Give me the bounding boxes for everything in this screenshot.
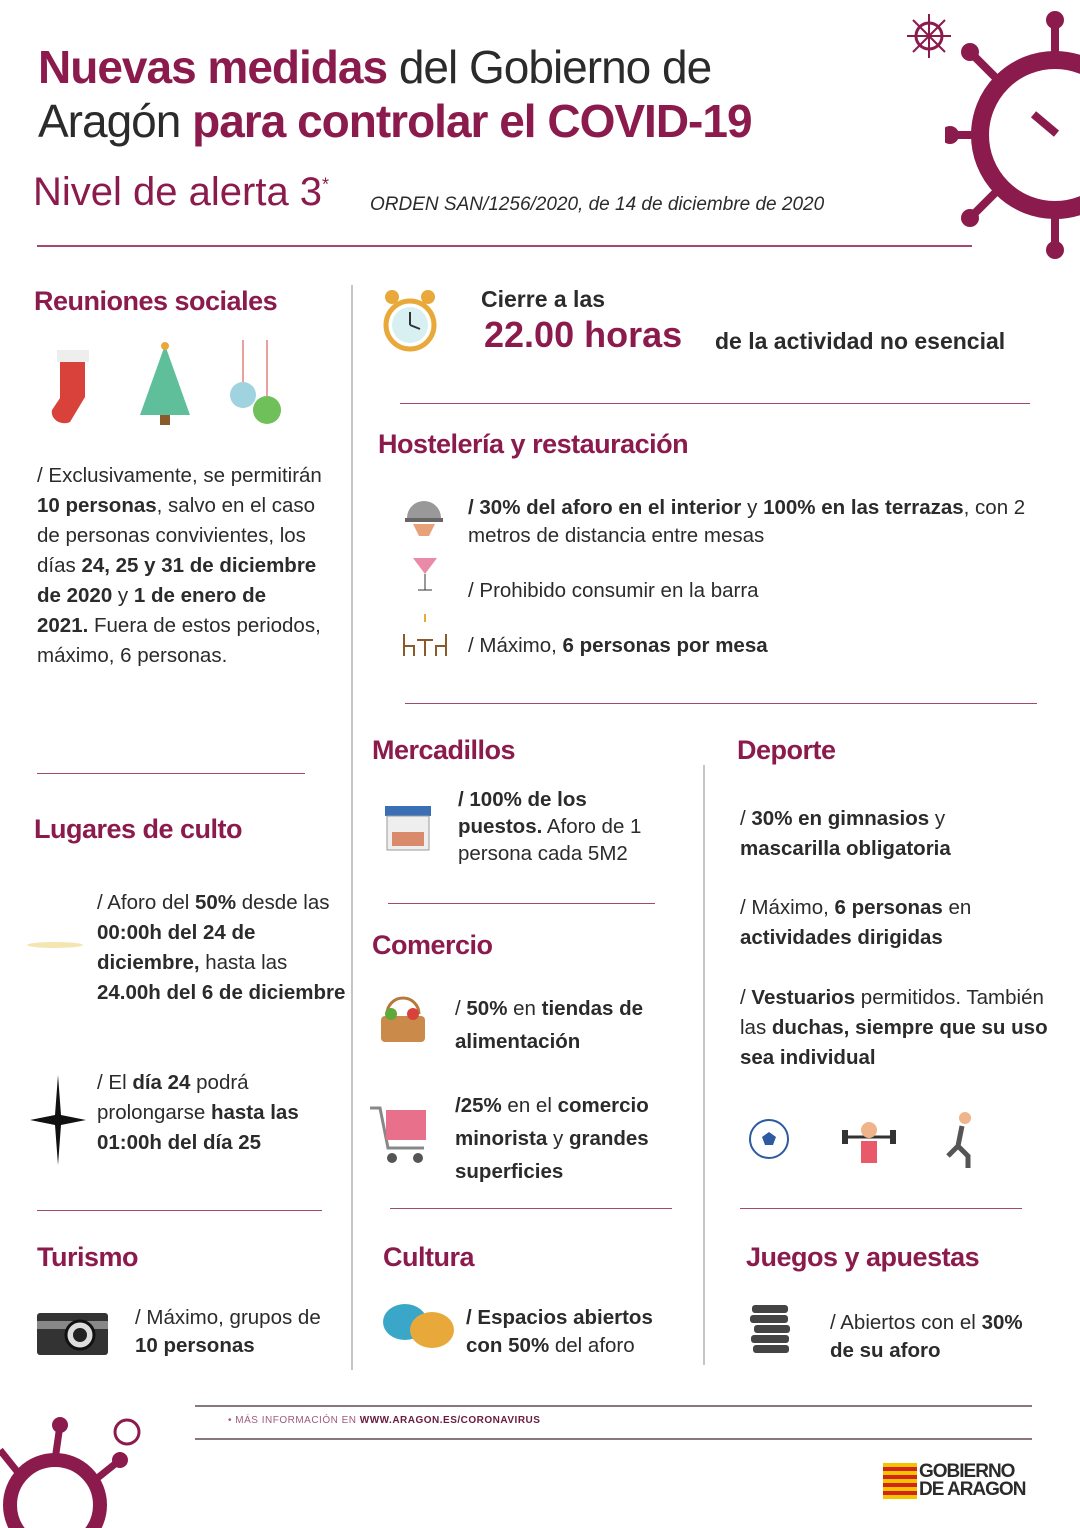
heading-reuniones: Reuniones sociales: [34, 286, 278, 316]
text-segment: 100% en las terrazas: [763, 496, 964, 519]
deporte-actividades-text: [740, 893, 1040, 953]
text-segment: comercio minorista: [455, 1094, 649, 1150]
text-segment: / Abiertos con el: [830, 1311, 982, 1334]
culto-aforo-text: [97, 888, 347, 1008]
text-segment: , con 2 metros de distancia entre mesas: [468, 496, 1026, 547]
hosteleria-mesa-text: [468, 631, 1028, 661]
more-info: [228, 1415, 540, 1426]
alert-level-text: Nivel de alerta 3: [33, 170, 323, 214]
text-segment: tiendas de alimentación: [455, 997, 644, 1053]
title-regular-2: Aragón: [38, 95, 193, 147]
heading-hosteleria: Hostelería y restauración: [378, 429, 689, 459]
text-segment: 50%: [195, 891, 237, 914]
logo-line-1: GOBIERNO: [919, 1461, 1015, 1482]
text-segment: en el: [501, 1094, 558, 1117]
closing-intro: Cierre a las: [481, 286, 606, 312]
text-segment: Fuera de estos periodos, máximo, 6 personas.: [37, 614, 321, 667]
comercio-alimentacion-text: [455, 992, 695, 1058]
title-bold-1: Nuevas medidas: [38, 41, 388, 93]
text-segment: /: [455, 997, 467, 1020]
footer-divider-top: [195, 1405, 1032, 1407]
virus-icon: [945, 10, 1080, 260]
footer-divider-bottom: [195, 1438, 1032, 1440]
soccer-ball-icon: [748, 1118, 790, 1160]
text-segment: / Espacios abiertos con 50%: [466, 1306, 653, 1357]
christmas-tree-icon: [135, 340, 195, 430]
text-segment: / Máximo, grupos de: [135, 1306, 321, 1329]
heading-culto: Lugares de culto: [34, 814, 243, 844]
poker-chips-icon: [748, 1303, 793, 1358]
text-segment: , salvo en el caso de personas convivientes, los días: [37, 494, 316, 577]
divider: [405, 703, 1037, 704]
heading-turismo: Turismo: [37, 1242, 139, 1272]
deporte-vestuarios-text: [740, 983, 1060, 1073]
text-segment: y: [929, 807, 946, 830]
text-segment: actividades dirigidas: [740, 926, 943, 949]
turismo-text: [135, 1304, 335, 1360]
text-segment: 24.00h del 6 de diciembre: [97, 981, 346, 1004]
text-segment: podrá prolongarse: [97, 1071, 249, 1124]
text-segment: del aforo: [549, 1334, 635, 1357]
camera-icon: [35, 1307, 110, 1357]
closing-time: 22.00 horas: [484, 314, 683, 355]
divider: [37, 773, 305, 774]
page-title: [38, 40, 918, 148]
text-segment: y: [112, 584, 134, 607]
text-segment: 10 personas: [37, 494, 157, 517]
text-segment: / Exclusivamente, se permitirán: [37, 464, 322, 487]
more-info-link[interactable]: WWW.ARAGON.ES/CORONAVIRUS: [359, 1415, 541, 1426]
alert-asterisk: *: [322, 174, 330, 195]
text-segment: /: [740, 986, 752, 1009]
text-segment: duchas, siempre que su uso sea individual: [740, 1016, 1048, 1069]
cultura-text: [466, 1304, 686, 1360]
title-bold-2: para controlar el COVID-19: [192, 95, 752, 147]
text-segment: 50%: [466, 997, 508, 1020]
shopping-cart-icon: [368, 1100, 433, 1168]
divider: [388, 903, 655, 904]
cocktail-icon: [410, 550, 440, 595]
theater-masks-icon: [380, 1300, 458, 1355]
text-segment: 10 personas: [135, 1334, 255, 1357]
alert-level: [33, 170, 329, 215]
heading-comercio: Comercio: [372, 930, 493, 960]
text-segment: en: [507, 997, 542, 1020]
text-segment: permitidos. También las: [740, 986, 1044, 1039]
divider: [400, 403, 1030, 404]
reuniones-text: [37, 461, 322, 671]
text-segment: y: [547, 1127, 569, 1150]
text-segment: en: [942, 896, 972, 919]
food-cloche-icon: [403, 490, 445, 538]
heading-mercadillos: Mercadillos: [372, 735, 516, 765]
text-segment: desde las: [236, 891, 330, 914]
text-segment: Aforo de 1 persona cada 5M2: [458, 815, 642, 865]
heading-deporte: Deporte: [737, 735, 836, 765]
text-segment: / Prohibido consumir en la barra: [468, 579, 759, 602]
hosteleria-barra-text: [468, 576, 1028, 606]
alarm-clock-icon: [380, 285, 440, 357]
text-segment: / 100% de los puestos.: [458, 788, 587, 838]
text-segment: 24, 25 y 31 de diciembre de 2020: [37, 554, 317, 607]
text-segment: / El: [97, 1071, 133, 1094]
culto-dia24-text: [97, 1068, 337, 1158]
text-segment: / Aforo del: [97, 891, 196, 914]
text-segment: mascarilla obligatoria: [740, 837, 951, 860]
juegos-text: [830, 1309, 1030, 1365]
christmas-stocking-icon: [45, 342, 100, 427]
text-segment: y: [741, 496, 764, 519]
column-divider: [351, 285, 353, 1370]
text-segment: / Máximo,: [740, 896, 835, 919]
grocery-basket-icon: [377, 992, 429, 1047]
heading-cultura: Cultura: [383, 1242, 474, 1272]
table-chairs-icon: [400, 612, 450, 660]
comercio-minorista-text: [455, 1089, 695, 1188]
hosteleria-aforo-text: [468, 494, 1038, 550]
text-segment: Vestuarios: [751, 986, 856, 1009]
ornaments-icon: [225, 340, 285, 428]
text-segment: /: [740, 807, 752, 830]
star-icon: [30, 1075, 86, 1165]
divider: [390, 1208, 672, 1209]
text-segment: 00:00h del 24 de diciembre,: [97, 921, 256, 974]
text-segment: 6 personas por mesa: [562, 634, 768, 657]
divider: [37, 1210, 322, 1211]
text-segment: 6 personas: [834, 896, 943, 919]
text-segment: / 30% del aforo en el interior: [468, 496, 742, 519]
more-info-label: • MÁS INFORMACIÓN EN: [228, 1415, 360, 1426]
virus-bottom-icon: [0, 1410, 150, 1528]
column-divider: [703, 765, 705, 1365]
closing-suffix: de la actividad no esencial: [715, 328, 1006, 354]
text-segment: /25%: [455, 1094, 502, 1117]
text-segment: grandes superficies: [455, 1127, 649, 1183]
text-segment: 1 de enero de 2021.: [37, 584, 267, 637]
text-segment: día 24: [132, 1071, 191, 1094]
divider: [740, 1208, 1022, 1209]
deporte-gimnasios-text: [740, 804, 1040, 864]
logo-line-2: DE ARAGON: [919, 1479, 1026, 1500]
aragon-flag-icon: [883, 1463, 917, 1499]
runner-icon: [940, 1110, 980, 1170]
heading-juegos: Juegos y apuestas: [746, 1242, 980, 1272]
text-segment: hasta las 01:00h del día 25: [97, 1101, 299, 1154]
market-stall-icon: [382, 802, 434, 854]
weightlifter-icon: [840, 1115, 898, 1167]
text-segment: hasta las: [199, 951, 288, 974]
order-reference: ORDEN SAN/1256/2020, de 14 de diciembre de 2020: [370, 194, 825, 215]
text-segment: 30% en gimnasios: [751, 807, 930, 830]
text-segment: 30% de su aforo: [830, 1311, 1023, 1362]
header-divider: [37, 245, 972, 247]
text-segment: / Máximo,: [468, 634, 563, 657]
mercadillos-text: [458, 786, 673, 867]
gobierno-aragon-logo: [883, 1463, 1025, 1499]
title-regular-1: del Gobierno de: [387, 41, 712, 93]
sparkle-icon: [25, 925, 85, 965]
